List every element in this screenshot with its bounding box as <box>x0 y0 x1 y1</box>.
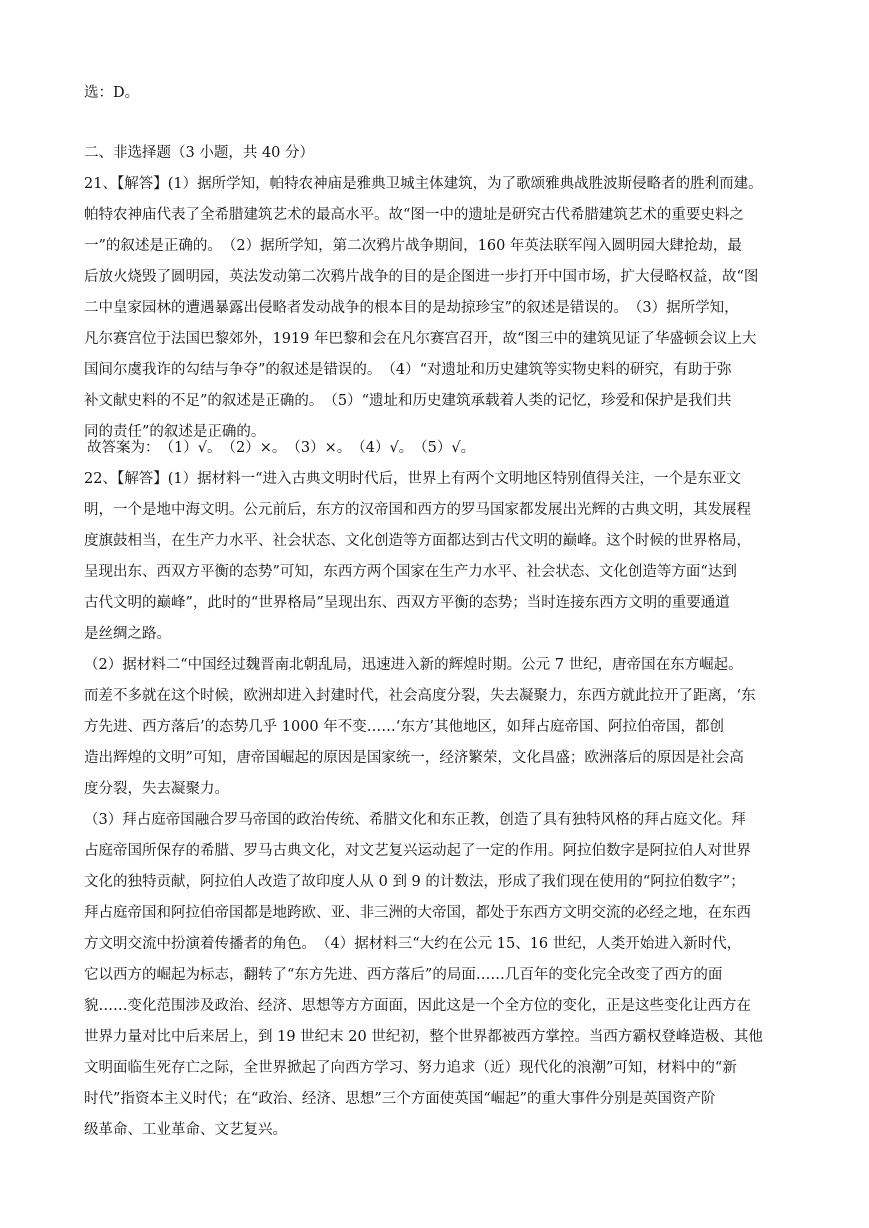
text-line: 二、非选择题（3 小题，共 40 分） <box>84 145 315 161</box>
text-line: 是丝绸之路。 <box>84 626 171 642</box>
text-line: 造出辉煌的文明”可知，唐帝国崛起的原因是国家统一，经济繁荣，文化昌盛；欧洲落后的原因是社会高 <box>84 750 744 766</box>
text-line: 占庭帝国所保存的希腊、罗马古典文化，对文艺复兴运动起了一定的作用。阿拉伯数字是阿拉伯人对世界 <box>84 843 751 859</box>
answer-select-line <box>84 78 788 109</box>
text-line: 度分裂，失去凝聚力。 <box>84 781 229 797</box>
question-21-answer <box>87 433 791 464</box>
text-line: 呈现出东、西双方平衡的态势”可知，东西方两个国家在生产力水平、社会状态、文化创造等方面“达到 <box>84 564 737 580</box>
text-line: 选：D。 <box>84 85 140 101</box>
text-line: 21、【解答】(1）据所学知，帕特农神庙是雅典卫城主体建筑，为了歌颂雅典战胜波斯侵略者的胜利而建。 <box>84 176 763 192</box>
text-line: 级革命、工业革命、文艺复兴。 <box>84 1122 287 1138</box>
text-line: 凡尔赛宫位于法国巴黎郊外，1919 年巴黎和会在凡尔赛宫召开，故“图三中的建筑见证了华盛顿会议上大 <box>84 331 757 347</box>
text-line: 明，一个是地中海文明。公元前后，东方的汉帝国和西方的罗马国家都发展出光辉的古典文明，其发展程 <box>84 502 751 518</box>
question-22-part-2 <box>84 650 788 805</box>
question-21-solution <box>84 169 788 448</box>
text-line: （2）据材料二“中国经过魏晋南北朝乱局，迅速进入新的辉煌时期。公元 7 世纪，唐帝国在东方崛起。 <box>84 657 743 673</box>
text-line: 世界力量对比中后来居上，到 19 世纪末 20 世纪初，整个世界都被西方掌控。当西方霸权登峰造极、其他 <box>84 1029 763 1045</box>
text-line: 拜占庭帝国和阿拉伯帝国都是地跨欧、亚、非三洲的大帝国，都处于东西方文明交流的必经之地，在东西 <box>84 905 751 921</box>
section-heading <box>84 138 788 169</box>
text-line: 时代”指资本主义时代；在“政治、经济、思想”三个方面使英国“崛起”的重大事件分别是英国资产阶 <box>84 1091 716 1107</box>
text-line: 一”的叙述是正确的。 （2）据所学知，第二次鸦片战争期间，160 年英法联军闯入圆明园大肆抢劫，最 <box>84 238 742 254</box>
text-line: 同的责任”的叙述是正确的。 <box>84 424 266 440</box>
text-line: 故答案为： （1）√。 （2）×。 （3）×。 （4）√。 （5）√。 <box>87 440 476 456</box>
text-line: 国间尔虞我诈的勾结与争夺”的叙述是错误的。 （4）“对遗址和历史建筑等实物史料的研究，有助于弥 <box>84 362 732 378</box>
text-line: 而差不多就在这个时候，欧洲却进入封建时代，社会高度分裂，失去凝聚力，东西方就此拉开了距离，‘东 <box>84 688 756 704</box>
text-line: 古代文明的巅峰”，此时的“世界格局”呈现出东、西双方平衡的态势；当时连接东西方文明的重要通道 <box>84 595 730 611</box>
text-line: 文明面临生死存亡之际，全世界掀起了向西方学习、努力追求（近）现代化的浪潮”可知，材料中的“新 <box>84 1060 737 1076</box>
text-line: 方文明交流中扮演着传播者的角色。 （4）据材料三“大约在公元 15、16 世纪，人类开始进入新时代， <box>84 936 742 952</box>
question-22-part-3 <box>84 805 788 1146</box>
text-line: 22、【解答】(1）据材料一“进入古典文明时代后，世界上有两个文明地区特别值得关注，一个是东亚文 <box>84 471 741 487</box>
text-line: 补文献史料的不足”的叙述是正确的。 （5）“遗址和历史建筑承载着人类的记忆，珍爱和保护是我们共 <box>84 393 732 409</box>
question-22-part-1 <box>84 464 788 650</box>
text-line: 方先进、西方落后’的态势几乎 1000 年不变……‘东方’其他地区，如拜占庭帝国、阿拉伯帝国，都创 <box>84 719 724 735</box>
text-line: 文化的独特贡献，阿拉伯人改造了故印度人从 0 到 9 的计数法，形成了我们现在使用的“阿拉伯数字”； <box>84 874 745 890</box>
text-line: 它以西方的崛起为标志，翻转了“东方先进、西方落后”的局面……几百年的变化完全改变了西方的面 <box>84 967 723 983</box>
text-line: 貌……变化范围涉及政治、经济、思想等方方面面，因此这是一个全方位的变化，正是这些变化让西方在 <box>84 998 751 1014</box>
text-line: 后放火烧毁了圆明园，英法发动第二次鸦片战争的目的是企图进一步打开中国市场，扩大侵略权益，故“图 <box>84 269 759 285</box>
text-line: 帕特农神庙代表了全希腊建筑艺术的最高水平。故“图一中的遗址是研究古代希腊建筑艺术的重要史料之 <box>84 207 744 223</box>
text-line: （3）拜占庭帝国融合罗马帝国的政治传统、希腊文化和东正教，创造了具有独特风格的拜占庭文化。拜 <box>84 812 746 828</box>
text-line: 度旗鼓相当，在生产力水平、社会状态、文化创造等方面都达到古代文明的巅峰。这个时候的世界格局， <box>84 533 751 549</box>
text-line: 二中皇家园林的遭遇暴露出侵略者发动战争的根本目的是劫掠珍宝”的叙述是错误的。 （3）据所学知， <box>84 300 739 316</box>
